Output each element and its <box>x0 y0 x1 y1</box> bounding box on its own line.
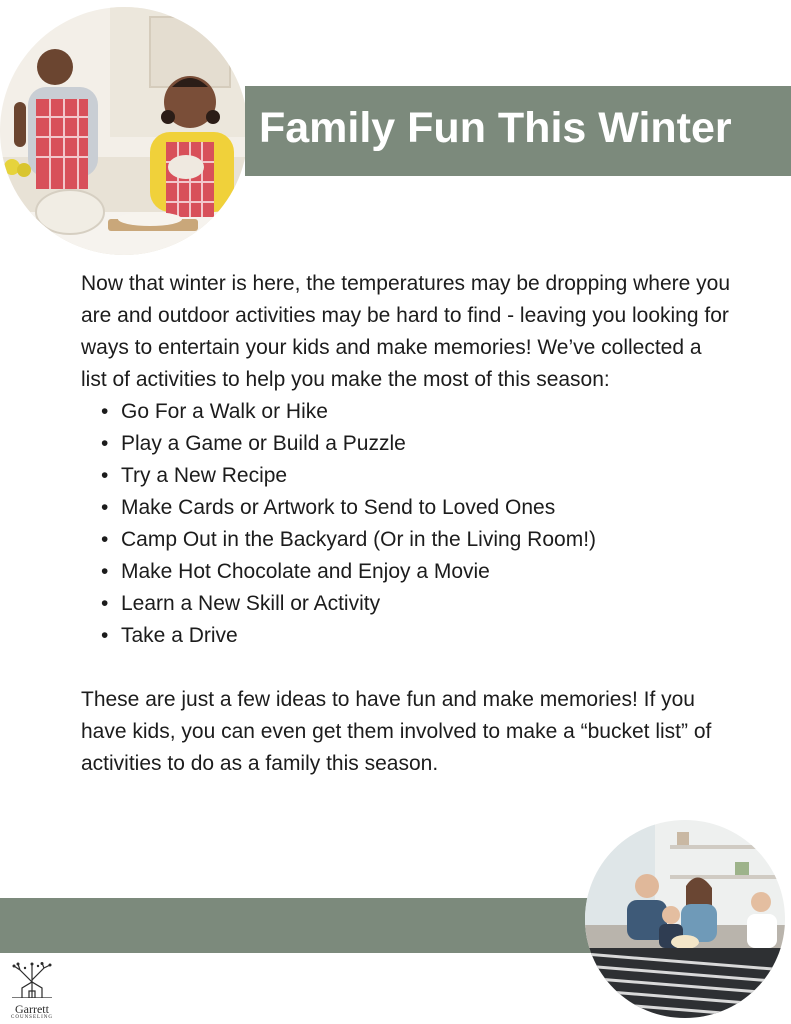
garrett-counseling-logo <box>4 962 60 1020</box>
photo-family-baking-illustration <box>0 7 248 255</box>
list-item: • Try a New Recipe <box>99 460 731 492</box>
activity-list <box>81 396 731 652</box>
photo-family-baking <box>0 7 248 255</box>
tree-house-logo-icon <box>4 962 60 998</box>
photo-family-couch <box>585 820 785 1018</box>
article-body <box>81 268 731 780</box>
list-item: • Learn a New Skill or Activity <box>99 588 731 620</box>
logo-name: Garrett <box>15 1002 49 1016</box>
list-item: • Take a Drive <box>99 620 731 652</box>
list-item: • Make Cards or Artwork to Send to Loved Ones <box>99 492 731 524</box>
logo-subtitle: COUNSELING <box>11 1015 53 1020</box>
list-item: • Go For a Walk or Hike <box>99 396 731 428</box>
photo-family-couch-illustration <box>585 820 785 1018</box>
list-item: • Make Hot Chocolate and Enjoy a Movie <box>99 556 731 588</box>
intro-paragraph: Now that winter is here, the temperatures may be dropping where you are and outdoor activities may be hard to find - leaving you looking for ways to entertain your kids and make memories! We’ve collected a list of activities to help you make the most of this season: <box>81 272 731 391</box>
list-item: • Play a Game or Build a Puzzle <box>99 428 731 460</box>
bottom-band <box>0 898 600 953</box>
closing-paragraph: These are just a few ideas to have fun and make memories! If you have kids, you can even get them involved to make a “bucket list” of activities to do as a family this season. <box>81 688 712 775</box>
list-item: • Camp Out in the Backyard (Or in the Living Room!) <box>99 524 731 556</box>
page-title: Family Fun This Winter <box>259 104 732 152</box>
